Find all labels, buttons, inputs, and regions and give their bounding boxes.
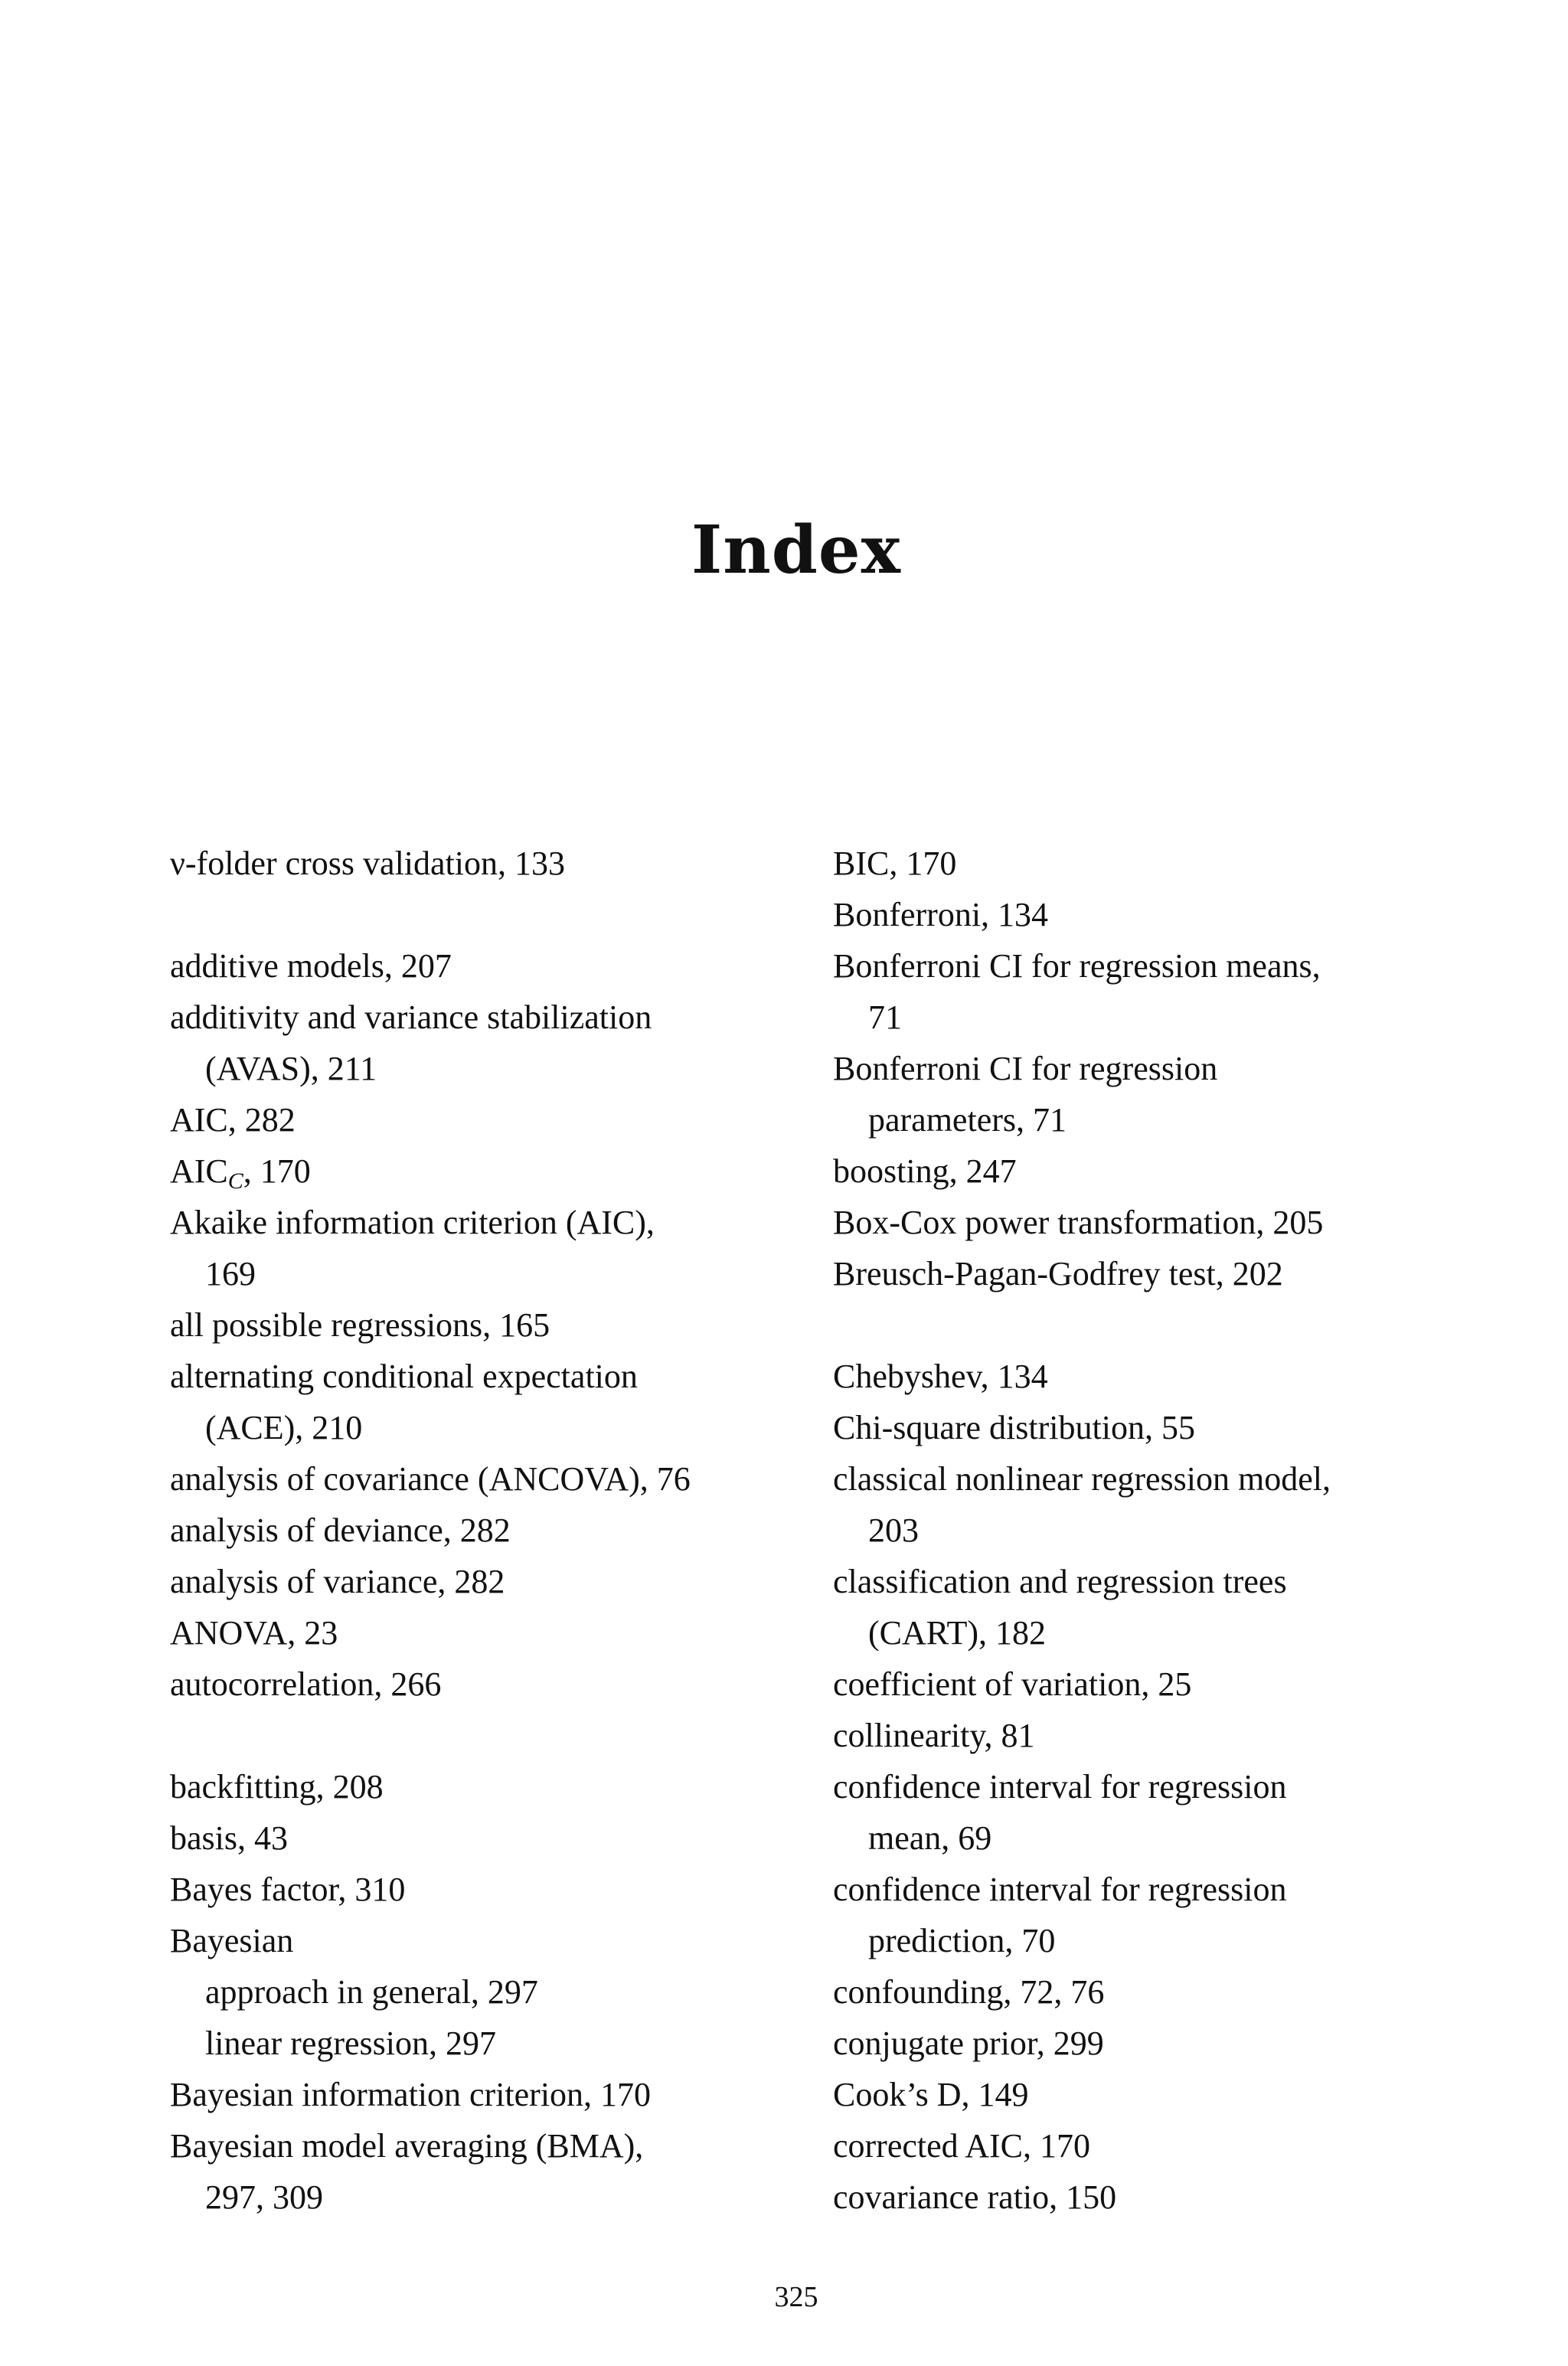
index-entry: all possible regressions, 165 xyxy=(170,1306,550,1344)
index-entry: ANOVA, 23 xyxy=(170,1614,338,1652)
index-entry: basis, 43 xyxy=(170,1819,288,1857)
index-entry: Box-Cox power transformation, 205 xyxy=(833,1204,1324,1241)
index-entry: confidence interval for regression xyxy=(833,1871,1287,1908)
index-entry: boosting, 247 xyxy=(833,1152,1017,1190)
index-entry-continuation: 169 xyxy=(205,1255,256,1292)
index-entry: AIC, 282 xyxy=(170,1101,296,1139)
page-number: 325 xyxy=(774,2281,818,2313)
index-entry-continuation: 203 xyxy=(868,1511,919,1549)
index-entry: Bonferroni, 134 xyxy=(833,896,1049,933)
index-entry-continuation: (CART), 182 xyxy=(868,1614,1047,1652)
index-entry: coefficient of variation, 25 xyxy=(833,1665,1192,1703)
index-entry: analysis of deviance, 282 xyxy=(170,1511,511,1549)
index-entry: confounding, 72, 76 xyxy=(833,1973,1105,2011)
index-column-left xyxy=(170,838,798,2223)
letter-group-gap xyxy=(170,1710,798,1761)
index-column-right xyxy=(833,838,1461,2223)
index-entry: alternating conditional expectation xyxy=(170,1358,638,1395)
index-entry: Bonferroni CI for regression xyxy=(833,1050,1218,1087)
index-entry: collinearity, 81 xyxy=(833,1717,1035,1754)
index-entry-continuation: parameters, 71 xyxy=(868,1101,1067,1139)
index-entry: classical nonlinear regression model, xyxy=(833,1460,1331,1498)
index-entry: additivity and variance stabilization xyxy=(170,998,652,1036)
index-entry: Bayesian xyxy=(170,1922,294,1959)
index-entry-continuation: mean, 69 xyxy=(868,1819,992,1857)
index-entry: analysis of covariance (ANCOVA), 76 xyxy=(170,1460,691,1498)
index-entry: covariance ratio, 150 xyxy=(833,2178,1117,2216)
letter-group-gap xyxy=(833,1299,1461,1351)
index-entry: corrected AIC, 170 xyxy=(833,2127,1090,2165)
index-entry: Bayesian model averaging (BMA), xyxy=(170,2127,644,2165)
index-entry: ν-folder cross validation, 133 xyxy=(170,845,565,882)
index-entry: analysis of variance, 282 xyxy=(170,1563,505,1600)
index-entry-continuation: linear regression, 297 xyxy=(205,2024,496,2062)
letter-group-gap xyxy=(170,889,798,940)
index-entry: backfitting, 208 xyxy=(170,1768,384,1806)
index-entry-continuation: (AVAS), 211 xyxy=(205,1050,377,1087)
index-entry-continuation: (ACE), 210 xyxy=(205,1409,363,1446)
index-entry: conjugate prior, 299 xyxy=(833,2024,1104,2062)
index-entry: Bayes factor, 310 xyxy=(170,1871,406,1908)
index-entry: Chi-square distribution, 55 xyxy=(833,1409,1195,1446)
page-title: Index xyxy=(691,511,901,589)
index-entry: Cook’s D, 149 xyxy=(833,2076,1029,2113)
index-entry: BIC, 170 xyxy=(833,845,957,882)
index-entry: Breusch-Pagan-Godfrey test, 202 xyxy=(833,1255,1283,1292)
index-entry: Bayesian information criterion, 170 xyxy=(170,2076,652,2113)
index-entry-continuation: 297, 309 xyxy=(205,2178,323,2216)
index-entry-continuation: approach in general, 297 xyxy=(205,1973,538,2011)
index-entry: autocorrelation, 266 xyxy=(170,1665,442,1703)
index-entry: Akaike information criterion (AIC), xyxy=(170,1204,655,1241)
index-entry: classification and regression trees xyxy=(833,1563,1287,1600)
index-entry: $AIC_C$, 170 xyxy=(170,1152,311,1194)
index-entry: Chebyshev, 134 xyxy=(833,1358,1048,1395)
index-entry-continuation: 71 xyxy=(868,998,902,1036)
index-entry: additive models, 207 xyxy=(170,947,452,985)
index-entry-continuation: prediction, 70 xyxy=(868,1922,1056,1959)
index-entry: confidence interval for regression xyxy=(833,1768,1287,1806)
index-entry: Bonferroni CI for regression means, xyxy=(833,947,1321,985)
